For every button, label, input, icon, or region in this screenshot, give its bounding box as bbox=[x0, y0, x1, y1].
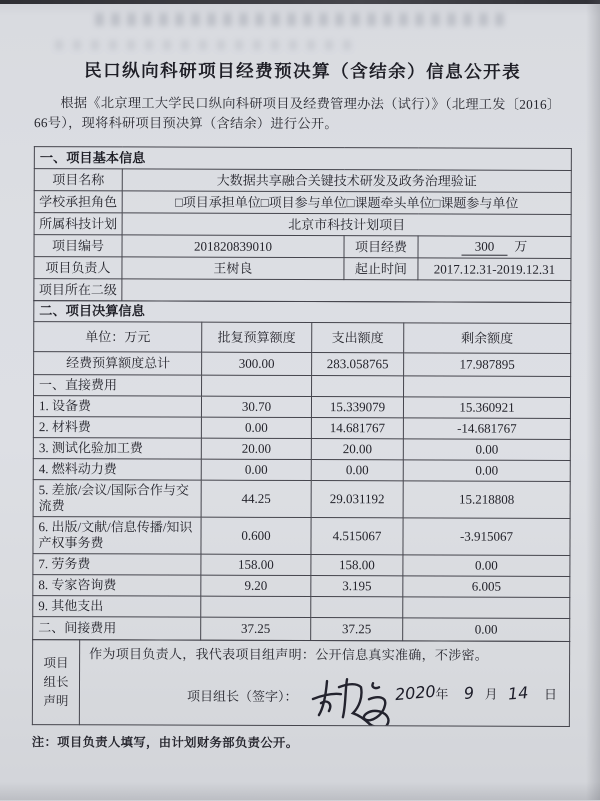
project-leader-label: 项目负责人 bbox=[34, 257, 122, 279]
approved-budget-value: 158.00 bbox=[201, 554, 311, 575]
expense-row bbox=[33, 554, 570, 577]
approved-budget-value: 0.00 bbox=[201, 417, 311, 438]
duration-label: 起止时间 bbox=[344, 258, 418, 280]
photo-edge-right bbox=[586, 0, 600, 800]
remaining-value: 0.00 bbox=[403, 618, 570, 642]
final-accounts-table bbox=[32, 300, 571, 642]
remaining-value: 15.218808 bbox=[403, 481, 570, 519]
expense-category: 经费预算额度总计 bbox=[34, 352, 202, 376]
page-title: 民口纵向科研项目经费预决算（含结余）信息公开表 bbox=[84, 60, 522, 82]
spent-value: 3.195 bbox=[311, 576, 403, 597]
final-accounts-rows bbox=[33, 352, 571, 642]
expense-row bbox=[33, 517, 570, 556]
final-accounts-column-headers bbox=[34, 322, 571, 354]
spent-value: 29.031192 bbox=[311, 481, 403, 518]
year-label: 年 bbox=[435, 686, 449, 702]
project-name-row bbox=[34, 169, 571, 193]
declaration-table bbox=[32, 639, 570, 727]
remaining-value: 15.360921 bbox=[403, 397, 570, 419]
remaining-value: -3.915067 bbox=[403, 518, 570, 556]
expense-row bbox=[34, 375, 571, 398]
project-number-row bbox=[34, 235, 571, 259]
expense-row bbox=[33, 596, 570, 619]
spent-value: 4.515067 bbox=[311, 518, 403, 555]
day-label: 日 bbox=[543, 686, 558, 702]
expense-row bbox=[33, 459, 570, 482]
remaining-value: 17.987895 bbox=[404, 353, 571, 377]
sign-label: 项目组长（签字）： bbox=[186, 688, 298, 704]
photo-edge-bottom bbox=[0, 782, 600, 800]
expense-category: 6. 出版/文献/信息传播/知识产权事务费 bbox=[33, 517, 201, 555]
expense-category: 8. 专家咨询费 bbox=[33, 575, 201, 597]
handwritten-signature bbox=[307, 673, 407, 726]
approved-budget-value: 20.00 bbox=[201, 438, 311, 459]
spent-value: 15.339079 bbox=[311, 397, 403, 418]
expense-category: 3. 测试化验加工费 bbox=[33, 438, 201, 460]
expense-category: 1. 设备费 bbox=[33, 396, 201, 418]
expense-row bbox=[33, 575, 570, 598]
approved-budget-value: 0.600 bbox=[201, 517, 311, 554]
duration-value: 2017.12.31-2019.12.31 bbox=[418, 258, 571, 281]
remaining-value: -14.681767 bbox=[403, 418, 570, 440]
spent-value: 20.00 bbox=[311, 439, 403, 460]
spent-value: 158.00 bbox=[311, 555, 403, 576]
basic-info-section-title: 一、项目基本信息 bbox=[34, 147, 571, 171]
expense-category: 5. 差旅/会议/国际合作与交流费 bbox=[33, 480, 201, 518]
science-plan-label: 所属科技计划 bbox=[34, 213, 122, 235]
remaining-value bbox=[403, 597, 570, 619]
approved-budget-header: 批复预算额度 bbox=[202, 322, 312, 352]
expense-row bbox=[33, 396, 570, 419]
science-plan-row bbox=[34, 213, 571, 237]
signature-date bbox=[393, 681, 558, 705]
funding-amount: 300 bbox=[462, 239, 508, 256]
school-role-row bbox=[34, 191, 571, 215]
intro-paragraph: 根据《北京理工大学民口纵向科研项目及经费管理办法（试行）》（北理工发〔2016〕66号），现将科研项目预决算（含结余）进行公开。 bbox=[33, 95, 561, 132]
footnote: 注：项目负责人填写，由计划财务部负责公开。 bbox=[31, 735, 299, 750]
date-year: 2020 bbox=[393, 681, 437, 705]
approved-budget-value: 0.00 bbox=[201, 459, 311, 480]
expense-category: 9. 其他支出 bbox=[33, 596, 201, 618]
declaration-label-line: 项目 bbox=[43, 655, 69, 670]
funding-unit: 万 bbox=[514, 238, 528, 254]
approved-budget-value: 37.25 bbox=[201, 617, 311, 640]
approved-budget-value bbox=[201, 596, 311, 617]
date-month: 9 bbox=[463, 683, 476, 703]
project-name-value: 大数据共享融合关键技术研发及政务治理验证 bbox=[122, 169, 571, 193]
project-number-value: 201820839010 bbox=[122, 235, 344, 258]
final-accounts-section-header bbox=[34, 301, 571, 324]
declaration-content bbox=[79, 640, 569, 727]
month-label: 月 bbox=[484, 686, 498, 702]
declaration-row bbox=[32, 640, 569, 727]
expense-row bbox=[34, 352, 571, 377]
remaining-value: 0.00 bbox=[403, 439, 570, 461]
spent-value bbox=[311, 597, 403, 618]
spent-value: 0.00 bbox=[311, 460, 403, 481]
project-funding-value bbox=[418, 236, 571, 259]
basic-info-section-header bbox=[34, 147, 571, 171]
spent-header: 支出额度 bbox=[312, 323, 404, 353]
project-number-label: 项目编号 bbox=[34, 235, 122, 257]
approved-budget-value bbox=[202, 375, 312, 396]
declaration-statement: 作为项目负责人，我代表项目组声明：公开信息真实准确，不涉密。 bbox=[89, 646, 489, 663]
approved-budget-value: 9.20 bbox=[201, 575, 311, 596]
approved-budget-value: 30.70 bbox=[201, 396, 311, 417]
approved-budget-value: 44.25 bbox=[201, 480, 311, 517]
expense-category: 2. 材料费 bbox=[33, 417, 201, 439]
unit-header: 单位：万元 bbox=[34, 322, 202, 353]
final-accounts-section-title: 二、项目决算信息 bbox=[34, 301, 571, 324]
expense-row bbox=[33, 617, 570, 642]
remaining-value: 0.00 bbox=[403, 555, 570, 577]
remaining-value bbox=[404, 376, 571, 398]
expense-row bbox=[33, 438, 570, 461]
science-plan-value: 北京市科技计划项目 bbox=[122, 213, 571, 237]
approved-budget-value: 300.00 bbox=[202, 352, 312, 375]
secondary-unit-row bbox=[34, 279, 571, 303]
signature-line bbox=[89, 676, 561, 722]
declaration-label bbox=[32, 640, 79, 725]
remaining-value: 6.005 bbox=[403, 576, 570, 598]
project-funding-label: 项目经费 bbox=[344, 236, 418, 258]
basic-info-table bbox=[33, 146, 572, 303]
expense-row bbox=[33, 417, 570, 440]
expense-category: 一、直接费用 bbox=[34, 375, 202, 397]
declaration-label-line: 组长 bbox=[43, 674, 69, 689]
spent-value: 37.25 bbox=[311, 618, 403, 641]
project-leader-row bbox=[34, 257, 571, 281]
expense-category: 二、间接费用 bbox=[33, 617, 201, 641]
project-leader-value: 王树良 bbox=[122, 257, 344, 280]
spent-value bbox=[312, 376, 404, 397]
remaining-value: 0.00 bbox=[403, 460, 570, 482]
expense-row bbox=[33, 480, 570, 519]
school-role-checkboxes: □项目承担单位□项目参与单位□课题牵头单位□课题参与单位 bbox=[122, 191, 571, 215]
remaining-header: 剩余额度 bbox=[404, 323, 571, 354]
school-role-label: 学校承担角色 bbox=[34, 191, 122, 213]
declaration-label-line: 声明 bbox=[43, 693, 69, 708]
date-day: 14 bbox=[506, 682, 529, 704]
spent-value: 283.058765 bbox=[312, 353, 404, 376]
expense-category: 4. 燃料动力费 bbox=[33, 459, 201, 481]
expense-category: 7. 劳务费 bbox=[33, 554, 201, 576]
spent-value: 14.681767 bbox=[311, 418, 403, 439]
project-name-label: 项目名称 bbox=[34, 169, 122, 191]
secondary-unit-value bbox=[122, 279, 571, 303]
secondary-unit-label: 项目所在二级 bbox=[34, 279, 122, 301]
